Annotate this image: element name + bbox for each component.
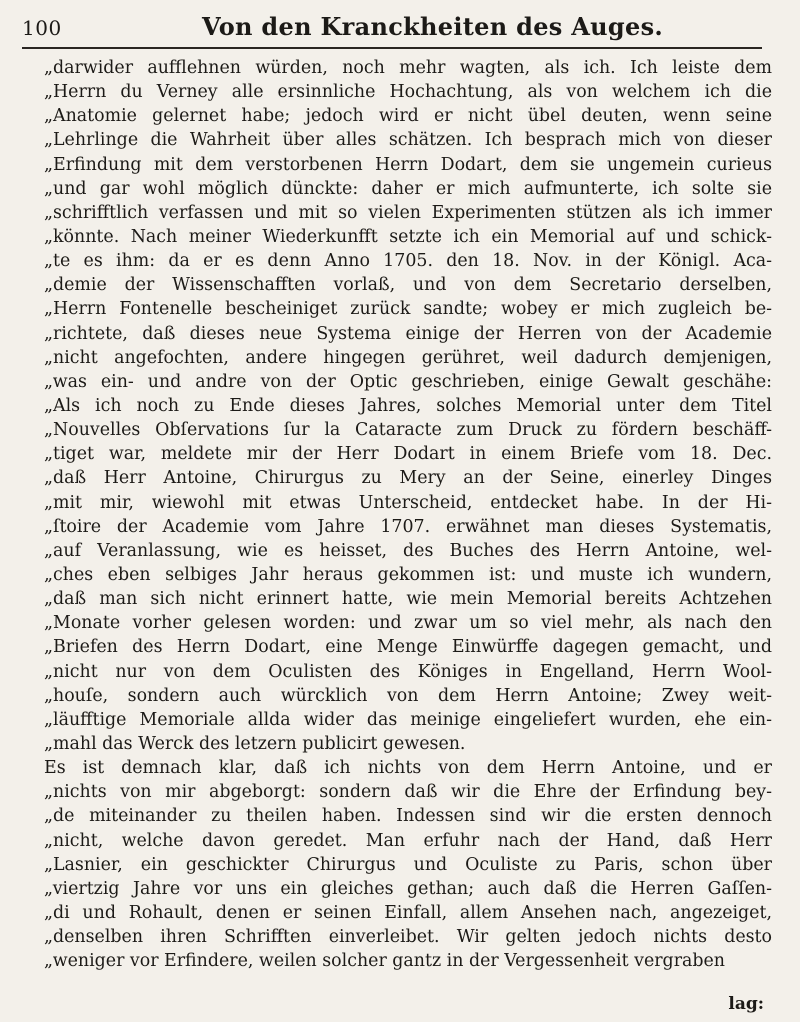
text-line: „Monate vorher gelesen worden: und zwar um so viel mehr, als nach den — [44, 613, 772, 634]
text-line: Es ist demnach klar, daß ich nichts von dem Herrn Antoine, und er — [44, 758, 772, 779]
text-line: „tiget war, meldete mir der Herr Dodart in einem Briefe vom 18. Dec. — [44, 444, 772, 465]
text-line: „nicht angefochten, andere hingegen gerühret, weil dadurch demjenigen, — [44, 347, 772, 368]
text-line: „viertzig Jahre vor uns ein gleiches gethan; auch daß die Herren Gaſſen- — [44, 878, 772, 899]
text-line: „daß man sich nicht erinnert hatte, wie mein Memorial bereits Achtzehen — [44, 589, 772, 610]
text-line: „Herrn Fontenelle bescheiniget zurück sandte; wobey er mich zugleich be- — [44, 299, 772, 320]
text-line: „Herrn du Verney alle ersinnliche Hochachtung, als von welchem ich die — [44, 82, 772, 103]
text-line: „auf Veranlassung, wie es heisset, des Buches des Herrn Antoine, wel- — [44, 540, 772, 561]
text-line: „was ein- und andre von der Optic geschrieben, einige Gewalt geschähe: — [44, 371, 772, 392]
page-number: 100 — [22, 16, 62, 40]
text-line: „ches eben selbiges Jahr heraus gekommen ist: und muste ich wundern, — [44, 564, 772, 585]
text-line: „Lasnier, ein geschickter Chirurgus und Oculiste zu Paris, schon über — [44, 854, 772, 875]
body-text — [44, 56, 772, 973]
text-line: „demie der Wissenschafften vorlaß, und von dem Secretario derselben, — [44, 275, 772, 296]
text-line: „nicht, welche davon geredet. Man erfuhr nach der Hand, daß Herr — [44, 830, 772, 851]
text-line: „könnte. Nach meiner Wiederkunfft setzte ich ein Memorial auf und schick- — [44, 226, 772, 247]
text-line: „denselben ihren Schrifften einverleibet. Wir gelten jedoch nichts desto — [44, 927, 772, 948]
text-line: „houſe, sondern auch würcklich von dem Herrn Antoine; Zwey weit- — [44, 685, 772, 706]
text-line: „daß Herr Antoine, Chirurgus zu Mery an der Seine, einerley Dinges — [44, 468, 772, 489]
text-line: „Anatomie gelernet habe; jedoch wird er nicht übel deuten, wenn seine — [44, 106, 772, 127]
text-line: „Briefen des Herrn Dodart, eine Menge Einwürffe dagegen gemacht, und — [44, 637, 772, 658]
running-title: Von den Kranckheiten des Auges. — [202, 12, 664, 41]
text-line: „schrifftlich verfassen und mit so vielen Experimenten stützen als ich immer — [44, 202, 772, 223]
text-line: „läufftige Memoriale allda wider das meinige eingeliefert wurden, ehe ein- — [44, 709, 772, 730]
text-line: „de miteinander zu theilen haben. Indessen sind wir die ersten dennoch — [44, 806, 772, 827]
header-rule — [22, 47, 762, 49]
text-line: „darwider aufflehnen würden, noch mehr wagten, als ich. Ich leiste dem — [44, 58, 772, 78]
text-line: „di und Rohault, denen er seinen Einfall, allem Ansehen nach, angezeiget, — [44, 902, 772, 923]
text-line: „mahl das Werck des letzern publicirt gewesen. — [44, 733, 466, 754]
text-line: „nichts von mir abgeborgt: sondern daß wir die Ehre der Erfindung bey- — [44, 782, 772, 803]
text-line: „richtete, daß dieses neue Systema einige der Herren von der Academie — [44, 323, 772, 344]
text-line: „Als ich noch zu Ende dieses Jahres, solches Memorial unter dem Titel — [44, 395, 772, 416]
text-line: „ſtoire der Academie vom Jahre 1707. erwähnet man dieses Systematis, — [44, 516, 772, 537]
text-line: „te es ihm: da er es denn Anno 1705. den 18. Nov. in der Königl. Aca- — [44, 251, 772, 272]
text-line: „weniger vor Erfindere, weilen solcher gantz in der Vergessenheit vergraben — [44, 951, 725, 972]
text-line: „mit mir, wiewohl mit etwas Unterscheid, entdecket habe. In der Hi- — [44, 492, 772, 513]
text-line: „Nouvelles Obſervations ſur la Cataracte zum Druck zu fördern beschäff- — [44, 420, 772, 441]
text-line: „und gar wohl möglich düncktе: daher er mich aufmunterte, ich solte sie — [44, 178, 772, 199]
text-line: „Lehrlinge die Wahrheit über alles schätzen. Ich besprach mich von dieser — [44, 130, 772, 151]
catchword: lag: — [728, 994, 764, 1014]
text-line: „Erfindung mit dem verstorbenen Herrn Dodart, dem sie ungemein curieus — [44, 154, 772, 175]
text-line: „nicht nur von dem Oculisten des Königes in Engelland, Herrn Wool- — [44, 661, 772, 682]
page-header — [22, 10, 760, 50]
